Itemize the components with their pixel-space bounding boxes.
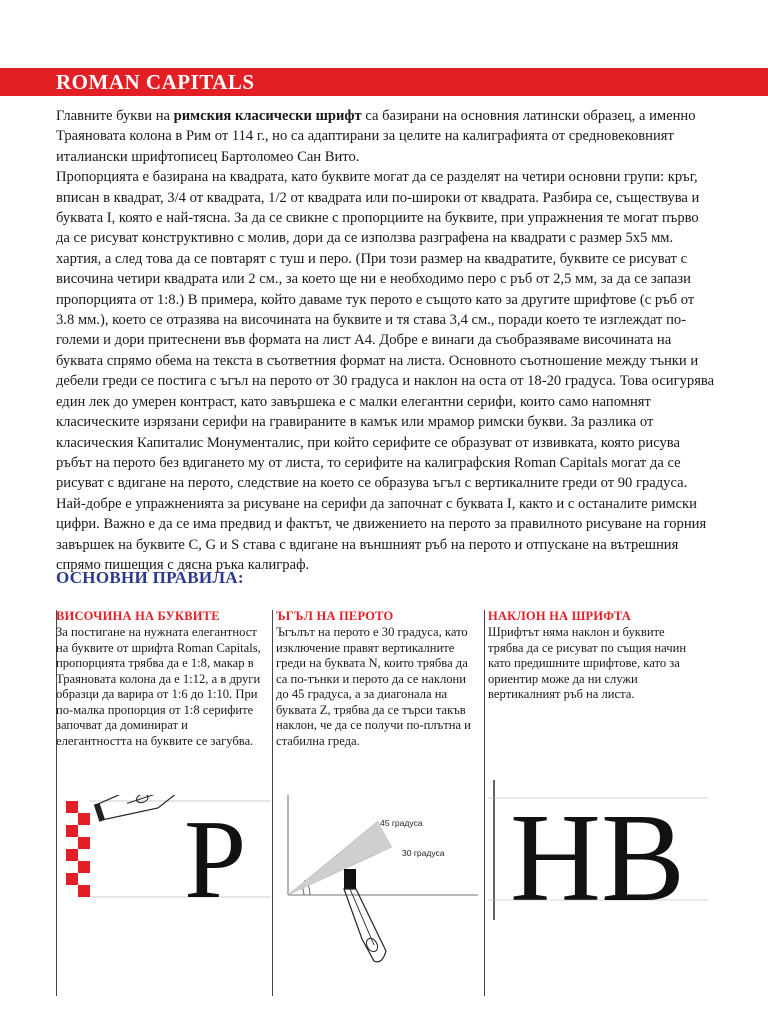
checker-ladder-icon (66, 801, 90, 897)
slant-illustration (488, 780, 708, 980)
angle-label-45: 45 градуса (380, 818, 423, 828)
column-divider-mid-1 (272, 610, 273, 996)
intro-paragraph-1: Главните букви на римския класически шрифт са базирани на основния латински образец, а именно Траяновата колона в Рим от 114 г., но са адаптирани за целите на калиграфията от средновековният италиански шрифтописец Бартоломео Сан Вито. (56, 108, 696, 165)
intro-text (56, 106, 716, 575)
angle-label-30: 30 градуса (402, 848, 445, 858)
intro-bold-term: римския класически шрифт (173, 108, 362, 124)
pen-nib-angled-icon (344, 869, 386, 962)
page-title: ROMAN CAPITALS (56, 70, 255, 94)
rule-title-slant: НАКЛОН НА ШРИФТА (488, 609, 632, 623)
pen-nib-icon (92, 795, 194, 827)
rule-body-pen-angle: Ъгълът на перото е 30 градуса, като изключение правят вертикалните греди на буквата N, които трябва да са по-тънки и перото да се наклони до 45 градуса, а за диагонала на буквата Z, трябва да се търси такъв наклон, че да се получи по-плътна и стабилна греда. (276, 625, 471, 748)
rule-column-letter-height (56, 608, 261, 749)
rule-column-slant (488, 608, 693, 703)
rule-body-letter-height: За постигане на нужната елегантност на буквите от шрифта Roman Capitals, пропорцията трябва да е 1:8, макар в Траяновата колона да е 1:12, а в други образци да варира от 1:6 до 1:10. При по-малка пропорция от 1:8 серифите започват да доминират и елегантността на буквите се загубва. (56, 625, 261, 748)
rule-title-pen-angle: ЪГЪЛ НА ПЕРОТО (276, 609, 394, 623)
letter-height-illustration (56, 795, 270, 980)
pen-angle-illustration (282, 795, 482, 980)
rule-column-pen-angle (276, 608, 481, 749)
rule-body-slant: Шрифтът няма наклон и буквите трябва да се рисуват по същия начин като предишните шрифтове, като за ориентир може да ни служи вертикалният ръб на листа. (488, 625, 687, 701)
intro-paragraph-2: Пропорцията е базирана на квадрата, като буквите могат да се разделят на четири основни групи: кръг, вписан в квадрат, 3/4 от квадрата, 1/2 от квадрата или по-широки от квадрата. Разбира се, съществува и буквата I, която е най-тясна. За да се свикне с пропорциите на буквите, при упражнения те могат първо да се рисуват конструктивно с молив, дори да се използва разграфена на квадрати с размер 5х5 мм. хартия, а след това да се повтарят с туш и перо. (При този размер на квадратите, буквите се рисуват с височина четири квадрата или 2 см., за което ще ни е необходимо перо с ръб от 2,5 мм, за да се запази пропорцията от 1:8.) В примера, който даваме тук перото е същото като за другите шрифтове (с ръб от 3.8 мм.), което се отразява на височината на буквите и тя става 3,4 см., поради което те изглеждат по-големи и дори притеснени във формата на лист А4. Добре е винаги да съобразяваме височината на буквата спрямо обема на текста в съответния формат на листа. Основното съотношение между тънки и дебели греди се постига с ъгъл на перото от 30 градуса и наклон на оста от 18-20 градуса. Това осигурява един лек до умерен контраст, като завършека е с малки елегантни серифи, които само напомнят класическите изрязани серифи на гравираните в камък или мрамор римски букви. За разлика от класическия Капиталис Монументалис, при който серифите се образуват от извивката, която рисува ръбът на перото без вдигането му от листа, то серифите на калиграфския Roman Capitals могат да се рисуват с вдигане на перото, следствие на което се образува ъгъл с вертикалните греди от 90 градуса. Най-добре е упражненията за рисуване на серифи да започнат с буквата I, както и с останалите римски цифри. Важно е да се има предвид и фактът, че движението на перото за правилното рисуване на горния завършек на буквите C, G и S става с вдигане на външният ръб на перото и отпускане на вътрешния спрямо пишещия с дясна ръка калиграф. (56, 169, 715, 573)
rule-title-letter-height: ВИСОЧИНА НА БУКВИТЕ (56, 609, 220, 623)
letters-hb-sample: HB (510, 789, 686, 928)
rules-heading: ОСНОВНИ ПРАВИЛА: (56, 568, 244, 587)
letter-p-sample: P (184, 798, 247, 922)
column-divider-mid-2 (484, 610, 485, 996)
title-banner (0, 68, 768, 96)
